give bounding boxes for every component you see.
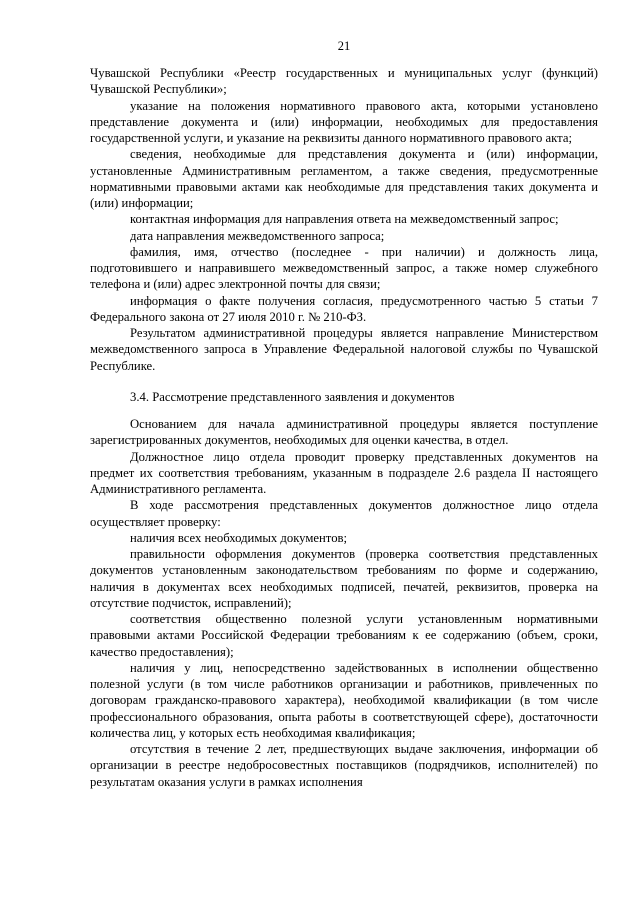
paragraph: информация о факте получения согласия, предусмотренного частью 5 статьи 7 Федерального закона от 27 июля 2010 г. № 210-ФЗ. <box>90 293 598 324</box>
paragraph: сведения, необходимые для представления документа и (или) информации, установленные Административным регламентом, а также сведения, предусмотренные нормативными правовыми актами как необходимые для представления таких документа и (или) информации; <box>90 147 598 210</box>
paragraph: соответствия общественно полезной услуги установленным нормативными правовыми актами Российской Федерации требованиям к ее содержанию (объем, сроки, качество предоставления); <box>90 612 598 659</box>
paragraph: дата направления межведомственного запроса; <box>130 228 385 243</box>
paragraph: В ходе рассмотрения представленных документов должностное лицо отдела осуществляет проверку: <box>90 498 598 529</box>
paragraph: наличия у лиц, непосредственно задействованных в исполнении общественно полезной услуги (в том числе работников организации и работников, привлеченных по договорам гражданско-правового характера), необходимой квалификации (в том числе профессионального образования, опыта работы в соответствующей сфере), достаточности количества лиц, у которых есть необходимая квалификация; <box>90 660 598 740</box>
paragraph: Результатом административной процедуры является направление Министерством межведомственного запроса в Управление Федеральной налоговой службы по Чувашской Республике. <box>90 326 598 373</box>
paragraph: правильности оформления документов (проверка соответствия представленных документов установленным законодательством требованиям по форме и содержанию, наличия в документах всех необходимых подписей, печатей, реквизитов, проверка на отсутствие подчисток, исправлений); <box>90 547 598 610</box>
paragraph: отсутствия в течение 2 лет, предшествующих выдаче заключения, информации об организации в реестре недобросовестных поставщиков (подрядчиков, исполнителей) по результатам оказания услуги в рамках исполнения <box>90 742 598 789</box>
paragraph-continuation: Чувашской Республики «Реестр государственных и муниципальных услуг (функций) Чувашской Республики»; <box>90 66 598 97</box>
document-body <box>90 65 598 790</box>
section-heading: 3.4. Рассмотрение представленного заявления и документов <box>130 389 455 404</box>
paragraph: указание на положения нормативного правового акта, которыми установлено представление документа и (или) информации, необходимых для предоставления государственной услуги, и указание на реквизиты данного нормативного правового акта; <box>90 98 598 145</box>
paragraph: Основанием для начала административной процедуры является поступление зарегистрированных документов, необходимых для оценки качества, в отдел. <box>90 417 598 448</box>
page-number: 21 <box>337 39 351 53</box>
paragraph: контактная информация для направления ответа на межведомственный запрос; <box>130 212 559 227</box>
paragraph: Должностное лицо отдела проводит проверку представленных документов на предмет их соответствия требованиям, указанным в подразделе 2.6 раздела II настоящего Административного регламента. <box>90 449 598 496</box>
paragraph: наличия всех необходимых документов; <box>130 530 348 545</box>
paragraph: фамилия, имя, отчество (последнее - при наличии) и должность лица, подготовившего и направившего межведомственный запрос, а также номер служебного телефона и (или) адрес электронной почты для связи; <box>90 244 598 292</box>
